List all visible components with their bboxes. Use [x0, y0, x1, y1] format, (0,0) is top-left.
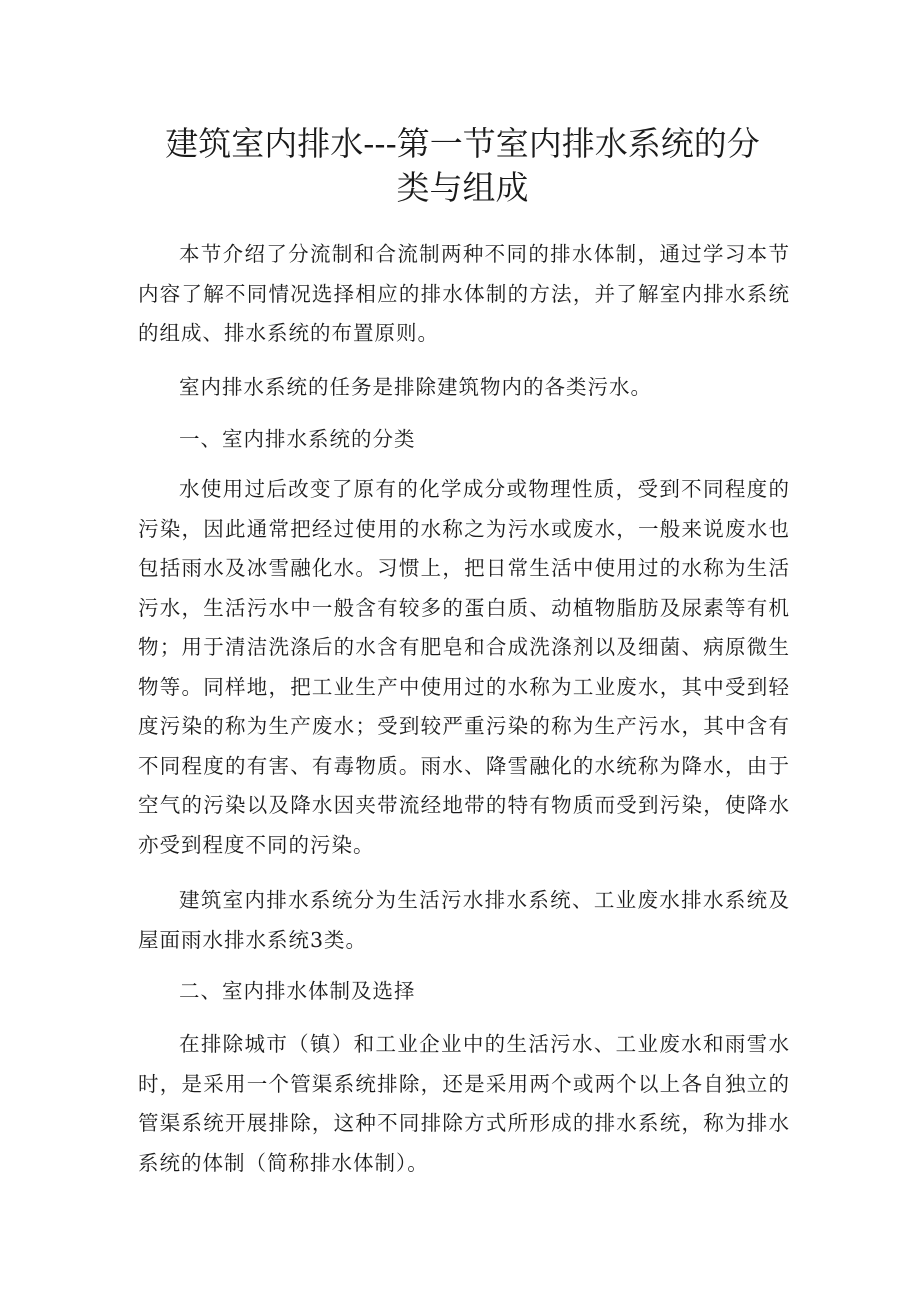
paragraph-wastewater-definition: 水使用过后改变了原有的化学成分或物理性质，受到不同程度的污染，因此通常把经过使用的水称之为污水或废水，一般来说废水也包括雨水及冰雪融化水。习惯上，把日常生活中使用过的水称为生活污水，生活污水中一般含有较多的蛋白质、动植物脂肪及尿素等有机物；用于清洁洗涤后的水含有肥皂和合成洗涤剂以及细菌、病原微生物等。同样地，把工业生产中使用过的水称为工业废水，其中受到轻度污染的称为生产废水；受到较严重污染的称为生产污水，其中含有不同程度的有害、有毒物质。雨水、降雪融化的水统称为降水，由于空气的污染以及降水因夹带流经地带的特有物质而受到污染，使降水亦受到程度不同的污染。: [138, 477, 790, 857]
section-heading-classification: 一、室内排水系统的分类: [179, 427, 416, 451]
paragraph-drainage-regime: 在排除城市（镇）和工业企业中的生活污水、工业废水和雨雪水时，是采用一个管渠系统排除，还是采用两个或两个以上各自独立的管渠系统开展排除，这种不同排除方式所形成的排水系统，称为排水系统的体制（简称排水体制）。: [138, 1032, 790, 1175]
document-title: 建筑室内排水---第一节室内排水系统的分类与组成: [165, 124, 760, 207]
paragraph-intro: 本节介绍了分流制和合流制两种不同的排水体制，通过学习本节内容了解不同情况选择相应的排水体制的方法，并了解室内排水系统的组成、排水系统的布置原则。: [138, 242, 790, 345]
paragraph-system-types: 建筑室内排水系统分为生活污水排水系统、工业废水排水系统及屋面雨水排水系统3类。: [138, 888, 790, 952]
section-heading-drainage-regime: 二、室内排水体制及选择: [179, 979, 416, 1003]
paragraph-task: 室内排水系统的任务是排除建筑物内的各类污水。: [179, 375, 652, 399]
